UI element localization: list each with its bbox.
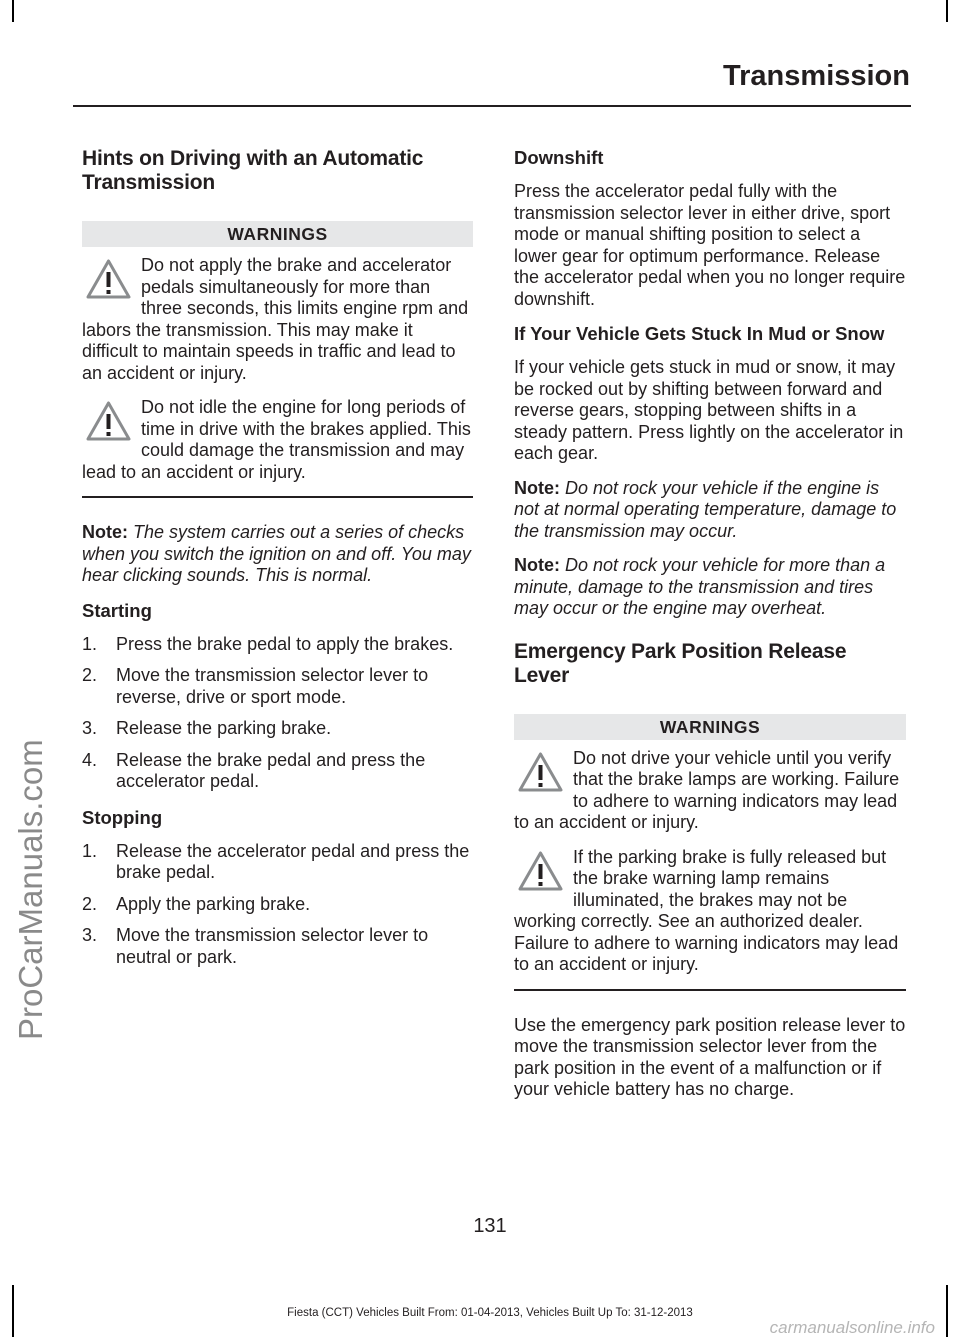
warning-text: If the parking brake is fully released but the brake warning lamp remains illuminated, the brakes may not be working correctly. See an authorized dealer. Failure to adhere to warning indicators may lead to an accident or injury. <box>514 846 899 974</box>
warning-triangle-icon <box>86 401 131 441</box>
subheading-starting: Starting <box>82 599 152 621</box>
right-column <box>514 147 906 1114</box>
footer-watermark: carmanualsonline.info <box>769 1318 935 1337</box>
step-text: Move the transmission selector lever to reverse, drive or sport mode. <box>116 665 429 707</box>
list-item <box>82 925 473 968</box>
warnings-title: WARNINGS <box>82 221 473 247</box>
warnings-title: WARNINGS <box>514 714 906 740</box>
list-item <box>82 634 473 656</box>
step-number: 3. <box>82 718 98 738</box>
step-number: 1. <box>82 633 98 654</box>
step-number: 4. <box>82 749 98 770</box>
crop-mark <box>946 0 948 22</box>
warning-item <box>82 255 473 384</box>
step-text: Release the parking brake. <box>116 718 332 738</box>
stuck-text: If your vehicle gets stuck in mud or snow, it may be rocked out by shifting between forward and reverse gears, stopping between shifts in a steady pattern. Press lightly on the accelerator in each gear. <box>514 357 904 463</box>
step-number: 2. <box>82 893 98 914</box>
note-text: Do not rock your vehicle if the engine is not at normal operating temperature, damage to the transmission may occur. <box>514 477 897 541</box>
note-label: Note: <box>514 477 560 498</box>
stopping-steps <box>82 841 473 969</box>
step-number: 2. <box>82 665 98 685</box>
step-number: 3. <box>82 925 98 945</box>
starting-steps <box>82 634 473 793</box>
note-text: The system carries out a series of checks when you switch the ignition on and off. You may hear clicking sounds. This is normal. <box>82 522 471 585</box>
step-text: Move the transmission selector lever to neutral or park. <box>116 925 429 967</box>
note-text: Do not rock your vehicle for more than a minute, damage to the transmission and tires may occur or the engine may overheat. <box>514 555 886 618</box>
warning-triangle-icon <box>518 752 563 792</box>
list-item <box>82 841 473 884</box>
note <box>82 522 473 587</box>
step-text: Press the brake pedal to apply the brakes. <box>116 633 454 654</box>
step-text: Apply the parking brake. <box>116 893 311 914</box>
list-item <box>82 665 473 708</box>
side-watermark: ProCarManuals.com <box>12 739 49 1040</box>
subheading-stuck: If Your Vehicle Gets Stuck In Mud or Snow <box>514 323 885 344</box>
step-text: Release the brake pedal and press the accelerator pedal. <box>116 749 426 791</box>
section-heading-emergency: Emergency Park Position Release Lever <box>514 639 847 687</box>
list-item <box>82 894 473 916</box>
warning-item <box>514 847 906 976</box>
emergency-text: Use the emergency park position release lever to move the transmission selector lever from the park position in the event of a malfunction or if your vehicle battery has no charge. <box>514 1014 906 1099</box>
footer-vehicle-text: Fiesta (CCT) Vehicles Built From: 01-04-2013, Vehicles Built Up To: 31-12-2013 <box>287 1307 693 1319</box>
step-text: Release the accelerator pedal and press the brake pedal. <box>116 840 470 882</box>
section-heading-hints: Hints on Driving with an Automatic Transmission <box>82 147 424 194</box>
warning-triangle-icon <box>518 851 563 891</box>
crop-mark <box>12 0 14 22</box>
warnings-end-rule <box>82 496 473 498</box>
warning-text: Do not drive your vehicle until you verify that the brake lamps are working. Failure to adhere to warning indicators may lead to an accident or injury. <box>514 747 900 832</box>
note <box>514 555 906 620</box>
subheading-downshift: Downshift <box>514 147 604 168</box>
subheading-stopping: Stopping <box>82 806 163 828</box>
warning-triangle-icon <box>86 259 131 299</box>
header-rule <box>73 105 911 107</box>
warning-item <box>82 397 473 483</box>
page-number: 131 <box>473 1215 507 1237</box>
warning-text: Do not apply the brake and accelerator pedals simultaneously for more than three seconds, this limits engine rpm and labors the transmission. This may make it difficult to maintain speeds in traffic and lead to an accident or injury. <box>82 255 469 383</box>
left-column <box>82 147 473 982</box>
warning-item <box>514 748 906 834</box>
note-label: Note: <box>82 522 128 542</box>
downshift-text: Press the accelerator pedal fully with the transmission selector lever in either drive, sport mode or manual shifting position to select a lower gear for optimum performance. Release the accelerator pedal when you no longer require downshift. <box>514 181 906 309</box>
warnings-end-rule <box>514 989 906 991</box>
note-label: Note: <box>514 555 560 575</box>
list-item <box>82 718 473 740</box>
step-number: 1. <box>82 840 98 861</box>
list-item <box>82 750 473 793</box>
note <box>514 478 906 543</box>
page-title: Transmission <box>723 60 910 92</box>
warning-text: Do not idle the engine for long periods of time in drive with the brakes applied. This could damage the transmission and may lead to an accident or injury. <box>82 397 471 482</box>
